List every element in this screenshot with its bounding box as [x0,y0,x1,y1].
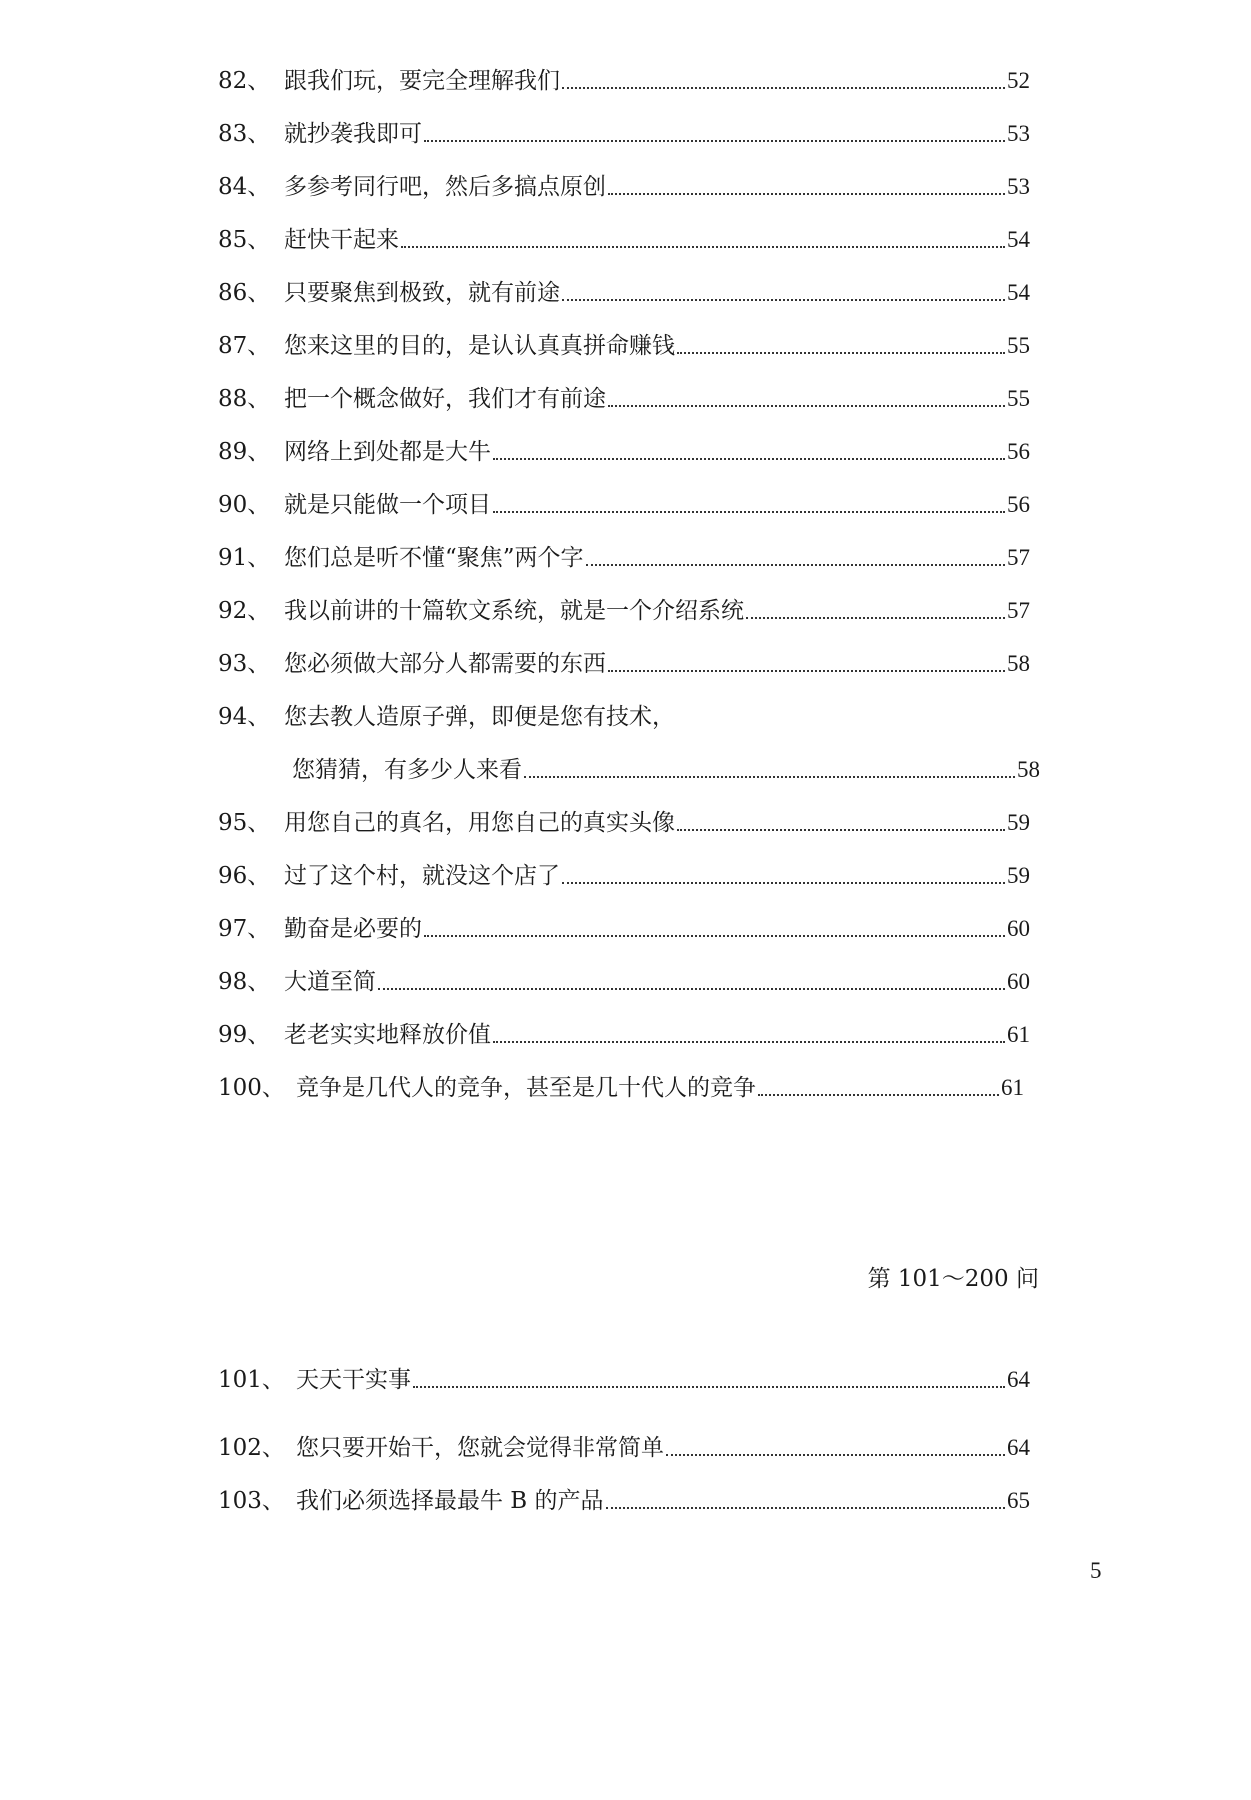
dot-leader [608,405,1005,407]
dot-leader [493,1041,1005,1043]
section-heading: 第 101～200 问 [867,1266,1039,1292]
dot-leader [746,617,1005,619]
toc-entry-number: 90、 [218,492,271,518]
toc-entry-title: 用您自己的真名，用您自己的真实头像 [284,810,675,836]
toc-entry-83[interactable] [218,117,1030,151]
toc-entry-page: 52 [1007,68,1030,93]
toc-entry-page: 60 [1007,916,1030,941]
dot-leader [401,246,1005,248]
toc-entry-84[interactable] [218,170,1030,204]
toc-entry-title: 您们总是听不懂“聚焦”两个字 [284,545,584,571]
toc-entry-number: 93、 [218,651,271,677]
dot-leader [606,1507,1005,1509]
toc-entry-number: 92、 [218,598,271,624]
dot-leader [424,140,1005,142]
dot-leader [758,1094,999,1096]
dot-leader [562,87,1005,89]
toc-entry-number: 103、 [218,1488,285,1514]
toc-entry-number: 97、 [218,916,271,942]
toc-entry-98[interactable] [218,965,1030,999]
toc-entry-title: 勤奋是必要的 [284,916,422,942]
toc-entry-number: 84、 [218,174,271,200]
toc-entry-number: 89、 [218,439,271,465]
toc-entry-95[interactable] [218,806,1030,840]
toc-entry-92[interactable] [218,594,1030,628]
toc-entry-94-continuation[interactable] [292,753,1040,787]
toc-entry-103[interactable] [218,1484,1030,1518]
toc-entry-97[interactable] [218,912,1030,946]
toc-entry-number: 100、 [218,1075,285,1101]
toc-entry-96[interactable] [218,859,1030,893]
dot-leader [608,193,1005,195]
toc-entry-number: 91、 [218,545,271,571]
dot-leader [677,352,1005,354]
toc-entry-page: 55 [1007,333,1030,358]
toc-entry-page: 64 [1007,1435,1030,1460]
toc-entry-number: 88、 [218,386,271,412]
toc-entry-number: 99、 [218,1022,271,1048]
toc-entry-title: 跟我们玩，要完全理解我们 [284,68,560,94]
toc-entry-title: 竞争是几代人的竞争，甚至是几十代人的竞争 [296,1075,756,1101]
dot-leader [413,1386,1005,1388]
toc-entry-title: 您必须做大部分人都需要的东西 [284,651,606,677]
toc-entry-title: 只要聚焦到极致，就有前途 [284,280,560,306]
toc-entry-title-continued: 您猜猜，有多少人来看 [292,757,522,783]
toc-entry-page: 65 [1007,1488,1030,1513]
toc-entry-page: 57 [1007,545,1030,570]
toc-entry-title: 就是只能做一个项目 [284,492,491,518]
toc-entry-82[interactable] [218,64,1030,98]
toc-entry-99[interactable] [218,1018,1030,1052]
toc-entry-94[interactable] [218,700,675,734]
dot-leader [562,299,1005,301]
toc-entry-number: 82、 [218,68,271,94]
dot-leader [378,988,1005,990]
toc-entry-page: 57 [1007,598,1030,623]
toc-entry-number: 102、 [218,1435,285,1461]
toc-entry-title: 赶快干起来 [284,227,399,253]
toc-entry-102[interactable] [218,1431,1030,1465]
toc-entry-page: 59 [1007,810,1030,835]
toc-entry-90[interactable] [218,488,1030,522]
dot-leader [677,829,1005,831]
toc-entry-title: 过了这个村，就没这个店了 [284,863,560,889]
toc-entry-number: 96、 [218,863,271,889]
toc-entry-page: 53 [1007,174,1030,199]
toc-entry-87[interactable] [218,329,1030,363]
toc-entry-100[interactable] [218,1071,1024,1105]
toc-entry-88[interactable] [218,382,1030,416]
toc-entry-85[interactable] [218,223,1030,257]
toc-entry-title: 大道至简 [284,969,376,995]
toc-entry-89[interactable] [218,435,1030,469]
toc-entry-page: 58 [1007,651,1030,676]
dot-leader [562,882,1005,884]
toc-entry-number: 94、 [218,704,271,730]
toc-entry-title: 您去教人造原子弹，即便是您有技术， [284,704,675,730]
toc-entry-page: 60 [1007,969,1030,994]
dot-leader [586,564,1005,566]
page-number: 5 [1090,1558,1102,1583]
toc-entry-title: 把一个概念做好，我们才有前途 [284,386,606,412]
toc-entry-86[interactable] [218,276,1030,310]
toc-entry-title: 我们必须选择最最牛 B 的产品 [296,1488,604,1514]
toc-entry-page: 56 [1007,439,1030,464]
toc-entry-number: 101、 [218,1367,285,1393]
toc-entry-number: 98、 [218,969,271,995]
dot-leader [524,776,1015,778]
toc-entry-number: 95、 [218,810,271,836]
toc-entry-title: 您只要开始干，您就会觉得非常简单 [296,1435,664,1461]
dot-leader [493,511,1005,513]
toc-entry-page: 53 [1007,121,1030,146]
toc-entry-number: 87、 [218,333,271,359]
toc-entry-91[interactable] [218,541,1030,575]
toc-entry-title: 天天干实事 [296,1367,411,1393]
toc-entry-page: 59 [1007,863,1030,888]
toc-entry-title: 我以前讲的十篇软文系统，就是一个介绍系统 [284,598,744,624]
toc-entry-page: 54 [1007,227,1030,252]
dot-leader [608,670,1005,672]
toc-entry-title: 就抄袭我即可 [284,121,422,147]
toc-entry-page: 61 [1001,1075,1024,1100]
toc-entry-title: 老老实实地释放价值 [284,1022,491,1048]
toc-entry-title: 您来这里的目的，是认认真真拼命赚钱 [284,333,675,359]
toc-entry-number: 86、 [218,280,271,306]
dot-leader [666,1454,1005,1456]
dot-leader [424,935,1005,937]
toc-entry-title: 网络上到处都是大牛 [284,439,491,465]
toc-entry-page: 55 [1007,386,1030,411]
toc-entry-page: 56 [1007,492,1030,517]
toc-entry-page: 54 [1007,280,1030,305]
toc-entry-101[interactable] [218,1363,1030,1397]
toc-entry-number: 83、 [218,121,271,147]
toc-entry-title: 多参考同行吧，然后多搞点原创 [284,174,606,200]
toc-entry-page: 58 [1017,757,1040,782]
toc-entry-page: 61 [1007,1022,1030,1047]
toc-entry-93[interactable] [218,647,1030,681]
toc-entry-number: 85、 [218,227,271,253]
toc-entry-page: 64 [1007,1367,1030,1392]
dot-leader [493,458,1005,460]
